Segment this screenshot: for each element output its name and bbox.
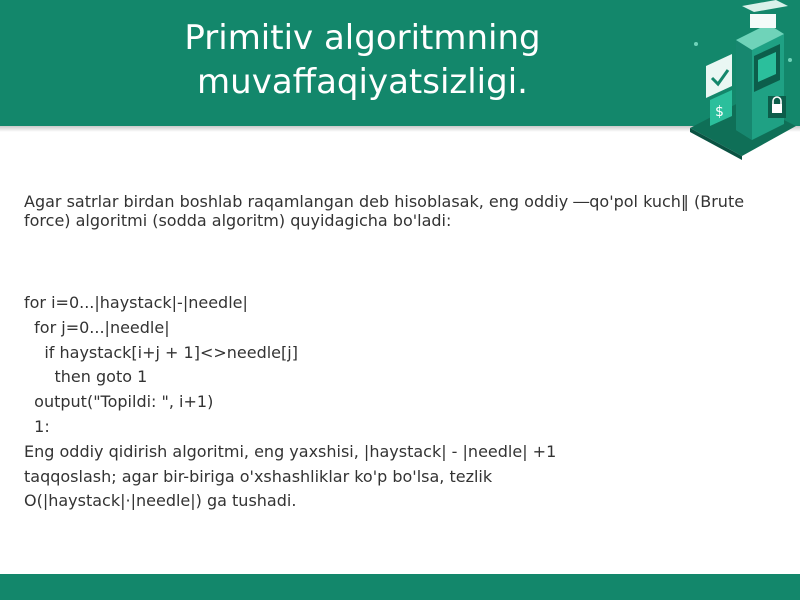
title-line-1: Primitiv algoritmning xyxy=(184,18,541,58)
slide-title xyxy=(130,16,595,104)
content-line: O(|haystack|·|needle|) ga tushadi. xyxy=(24,491,297,511)
content-line: then goto 1 xyxy=(24,367,148,387)
intro-paragraph: Agar satrlar birdan boshlab raqamlangan deb hisoblasak, eng oddiy ―qo'pol kuch‖ (Brute force) algoritmi (sodda algoritm) quyidagicha bo'ladi: xyxy=(24,192,745,230)
algorithm-text xyxy=(24,291,764,514)
content-line: 1: xyxy=(24,416,50,436)
footer-band xyxy=(0,574,800,600)
header-shadow xyxy=(0,126,800,132)
title-line-2: muvaffaqiyatsizligi. xyxy=(197,62,528,102)
content-line: if haystack[i+j + 1]<>needle[j] xyxy=(24,342,298,362)
content-line: Eng oddiy qidirish algoritmi, eng yaxshisi, |haystack| - |needle| +1 xyxy=(24,441,557,461)
content-line: taqqoslash; agar bir-biriga o'xshashliklar ko'p bo'lsa, tezlik xyxy=(24,466,493,486)
server-security-icon xyxy=(684,0,800,160)
content-line: for j=0...|needle| xyxy=(24,317,170,337)
slide-content xyxy=(24,192,764,511)
content-line: for i=0...|haystack|-|needle| xyxy=(24,293,248,312)
svg-text:$: $ xyxy=(715,104,724,120)
content-line: output("Topildi: ", i+1) xyxy=(24,392,214,412)
